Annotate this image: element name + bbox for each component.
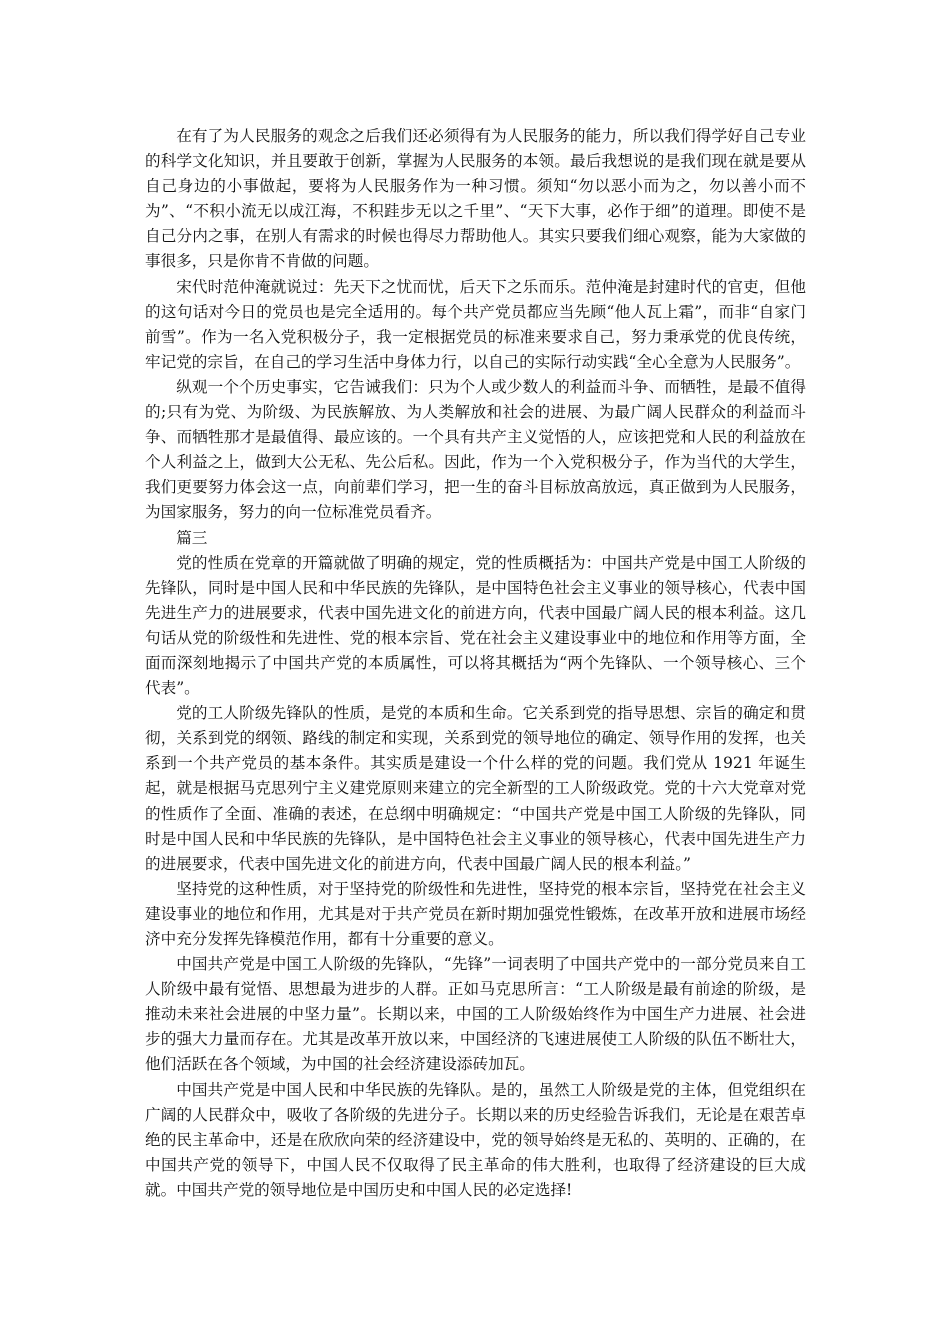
document-body <box>145 124 806 1203</box>
paragraph-people-nation-vanguard: 中国共产党是中国人民和中华民族的先锋队。是的，虽然工人阶级是党的主体，但党组织在广阔的人民群众中，吸收了各阶级的先进分子。长期以来的历史经验告诉我们，无论是在艰苦卓绝的民主革命中，还是在欣欣向荣的经济建设中，党的领导始终是无私的、英明的、正确的，在中国共产党的领导下，中国人民不仅取得了民主革命的伟大胜利，也取得了经济建设的巨大成就。中国共产党的领导地位是中国历史和中国人民的必定选择! <box>145 1080 806 1199</box>
paragraph-party-nature: 党的性质在党章的开篇就做了明确的规定，党的性质概括为：中国共产党是中国工人阶级的先锋队，同时是中国人民和中华民族的先锋队，是中国特色社会主义事业的领导核心，代表中国先进生产力的进展要求，代表中国先进文化的前进方向，代表中国最广阔人民的根本利益。这几句话从党的阶级性和先进性、党的根本宗旨、党在社会主义建设事业中的地位和作用等方面，全面而深刻地揭示了中国共产党的本质属性，可以将其概括为“两个先锋队、一个领导核心、三个代表”。 <box>145 553 806 698</box>
paragraph-upholding-nature: 坚持党的这种性质，对于坚持党的阶级性和先进性，坚持党的根本宗旨，坚持党在社会主义建设事业的地位和作用，尤其是对于共产党员在新时期加强党性锻炼，在改革开放和进展市场经济中充分发挥先锋模范作用，都有十分重要的意义。 <box>145 879 806 948</box>
paragraph-fan-zhongyan: 宋代时范仲淹就说过：先天下之忧而忧，后天下之乐而乐。范仲淹是封建时代的官吏，但他的这句话对今日的党员也是完全适用的。每个共产党员都应当先顾“他人瓦上霜”，而非“自家门前雪”。作为一名入党积极分子，我一定根据党员的标准来要求自己，努力秉承党的优良传统，牢记党的宗旨，在自己的学习生活中身体力行，以自己的实际行动实践“全心全意为人民服务”。 <box>145 277 806 371</box>
paragraph-service-ability: 在有了为人民服务的观念之后我们还必须得有为人民服务的能力，所以我们得学好自己专业的科学文化知识，并且要敢于创新，掌握为人民服务的本领。最后我想说的是我们现在就是要从自己身边的小事做起，要将为人民服务作为一种习惯。须知“勿以恶小而为之，勿以善小而不为”、“不积小流无以成江海，不积跬步无以之千里”、“天下大事，必作于细”的道理。即使不是自己分内之事，在别人有需求的时候也得尽力帮助他人。其实只要我们细心观察，能为大家做的事很多，只是你肯不肯做的问题。 <box>145 127 806 271</box>
paragraph-history-lessons: 纵观一个个历史事实，它告诫我们：只为个人或少数人的利益而斗争、而牺牲，是最不值得的;只有为党、为阶级、为民族解放、为人类解放和社会的进展、为最广阔人民群众的利益而斗争、而牺牲那才是最值得、最应该的。一个具有共产主义觉悟的人，应该把党和人民的利益放在个人利益之上，做到大公无私、先公后私。因此，作为一个入党积极分子，作为当代的大学生，我们更要努力体会这一点，向前辈们学习，把一生的奋斗目标放高放远，真正做到为人民服务，为国家服务，努力的向一位标准党员看齐。 <box>145 377 806 522</box>
paragraph-working-class-vanguard: 中国共产党是中国工人阶级的先锋队，“先锋”一词表明了中国共产党中的一部分党员来自工人阶级中最有觉悟、思想最为进步的人群。正如马克思所言：“工人阶级是最有前途的阶级，是推动未来社会进展的中坚力量”。长期以来，中国的工人阶级始终作为中国生产力进展、社会进步的强大力量而存在。尤其是改革开放以来，中国经济的飞速进展使工人阶级的队伍不断壮大，他们活跃在各个领域，为中国的社会经济建设添砖加瓦。 <box>145 955 806 1074</box>
section-heading-part-three: 篇三 <box>176 528 208 547</box>
paragraph-vanguard-nature: 党的工人阶级先锋队的性质，是党的本质和生命。它关系到党的指导思想、宗旨的确定和贯彻，关系到党的纲领、路线的制定和实现，关系到党的领导地位的确定、领导作用的发挥，也关系到一个共产党员的基本条件。其实质是建设一个什么样的党的问题。我们党从 1921 年诞生起，就是根据马克思列宁主义建党原则来建立的完全新型的工人阶级政党。党的十六大党章对党的性质作了全面、准确的表述，在总纲中明确规定：“中国共产党是中国工人阶级的先锋队，同时是中国人民和中华民族的先锋队，是中国特色社会主义事业的领导核心，代表中国先进生产力的进展要求，代表中国先进文化的前进方向，代表中国最广阔人民的根本利益。” <box>145 704 806 873</box>
